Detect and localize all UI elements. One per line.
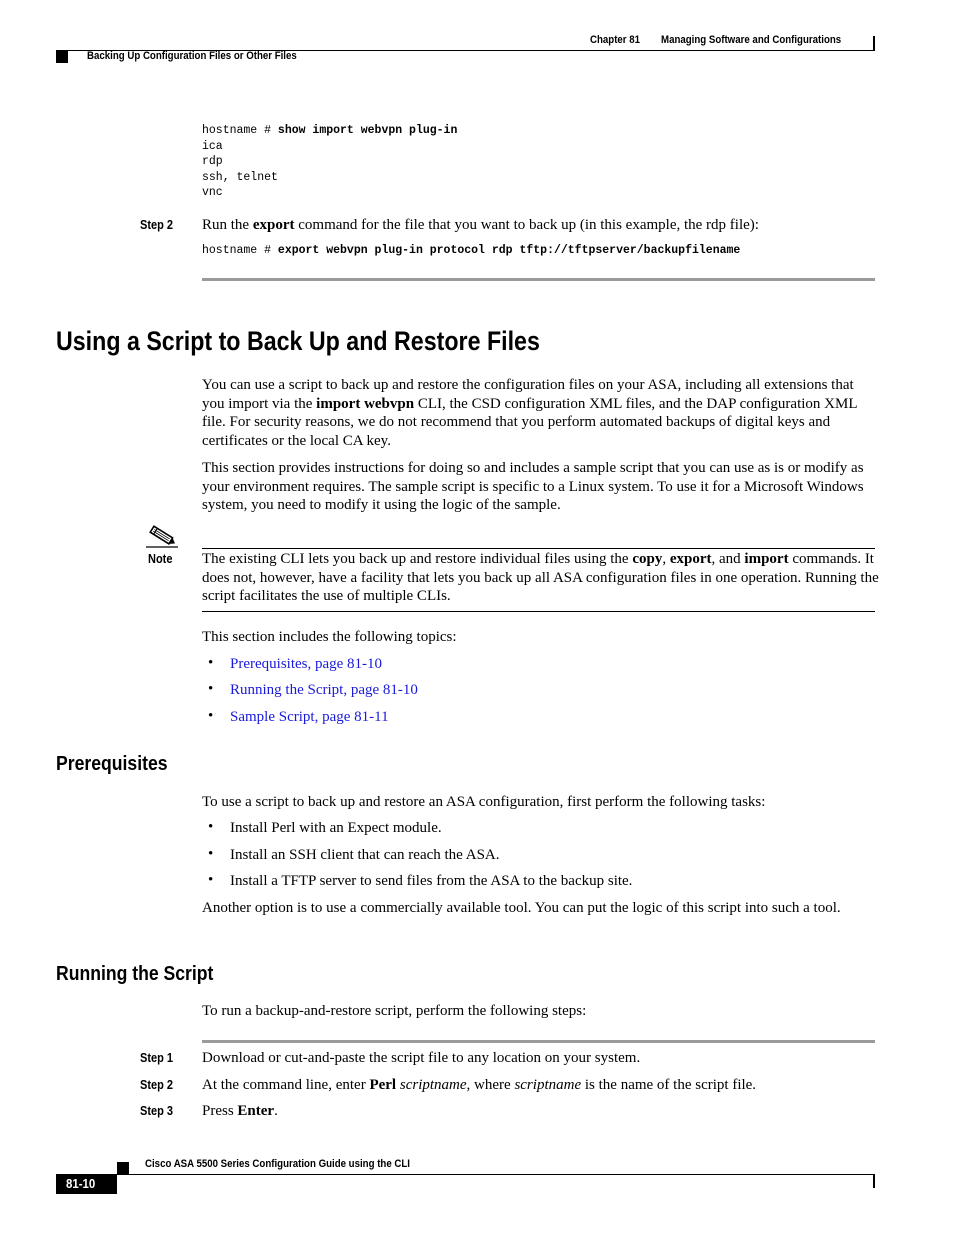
bullet: • <box>208 819 214 835</box>
link-prerequisites[interactable]: Prerequisites, page 81-10 <box>230 656 383 672</box>
note-label: Note <box>148 552 173 566</box>
procedure-end-rule <box>202 278 875 281</box>
topics-intro: This section includes the following topics: <box>202 629 457 645</box>
step-label: Step 1 <box>140 1051 174 1065</box>
footer-rule <box>56 1174 875 1175</box>
header-section: Backing Up Configuration Files or Other Files <box>87 50 297 62</box>
intro-paragraph-2: This section provides instructions for doing so and includes a sample script that you can use as is or modify as your environment requires. The sample script is specific to a Linux system. To use it for a Microsoft Windows system, you need to modify it using the logic of the sample. <box>202 460 864 514</box>
footer-square <box>117 1162 129 1174</box>
code-output-line: ssh, telnet <box>202 170 278 184</box>
code-output-line: rdp <box>202 155 223 168</box>
prerequisites-outro: Another option is to use a commercially available tool. You can put the logic of this script into such a tool. <box>202 900 841 916</box>
page-number: 81-10 <box>66 1176 96 1191</box>
running-intro: To run a backup-and-restore script, perform the following steps: <box>202 1003 587 1019</box>
header-chapter: Chapter 81 <box>590 34 641 46</box>
code-output-line: ica <box>202 139 223 153</box>
bullet: • <box>208 846 214 862</box>
step-label: Step 3 <box>140 1104 174 1118</box>
footer-right-tick <box>873 1174 875 1188</box>
step-label: Step 2 <box>140 218 174 232</box>
note-bottom-rule <box>202 611 875 612</box>
running-heading: Running the Script <box>56 963 214 985</box>
list-item: Install an SSH client that can reach the ASA. <box>230 847 500 863</box>
header-right-tick <box>873 36 875 50</box>
list-item: Install a TFTP server to send files from the ASA to the backup site. <box>230 873 633 889</box>
prerequisites-intro: To use a script to back up and restore an ASA configuration, first perform the following tasks: <box>202 794 766 810</box>
note-text: The existing CLI lets you back up and restore individual files using the copy, export, and import commands. It does not, however, have a facility that lets you back up all ASA configuration files in one operation. Running the script facilitates the use of multiple CLIs. <box>202 551 879 605</box>
code-block-1 <box>202 123 457 201</box>
bullet: • <box>208 681 214 697</box>
bullet: • <box>208 872 214 888</box>
bullet: • <box>208 655 214 671</box>
footer-title: Cisco ASA 5500 Series Configuration Guide using the CLI <box>145 1158 410 1170</box>
step-text: Run the export command for the file that you want to back up (in this example, the rdp file): <box>202 217 759 233</box>
note-top-rule <box>202 548 875 549</box>
list-item: Install Perl with an Expect module. <box>230 820 442 836</box>
header-chapter-title: Managing Software and Configurations <box>661 34 842 46</box>
code-output-line: vnc <box>202 186 223 199</box>
intro-paragraph-1: You can use a script to back up and restore the configuration files on your ASA, including all extensions that you import via the import webvpn CLI, the CSD configuration XML files, and the DAP configuration XML file. For security reasons, we do not recommend that you perform automated backups of digital keys and certificates or the local CA key. <box>202 377 857 450</box>
bullet: • <box>208 708 214 724</box>
link-running-the-script[interactable]: Running the Script, page 81-10 <box>230 682 418 698</box>
code-block-2: hostname # export webvpn plug-in protocol rdp tftp://tftpserver/backupfilename <box>202 244 741 257</box>
step-text: Download or cut-and-paste the script file to any location on your system. <box>202 1050 641 1066</box>
procedure-start-rule <box>202 1040 875 1043</box>
prerequisites-heading: Prerequisites <box>56 753 168 775</box>
step-text: At the command line, enter Perl scriptname, where scriptname is the name of the script file. <box>202 1077 757 1093</box>
code-command: show import webvpn plug-in <box>277 124 458 137</box>
step-text: Press Enter. <box>202 1103 278 1119</box>
link-sample-script[interactable]: Sample Script, page 81-11 <box>230 709 389 725</box>
pencil-note-icon <box>146 524 178 548</box>
code-prompt: hostname # <box>202 124 278 137</box>
header-square <box>56 51 68 63</box>
page-title: Using a Script to Back Up and Restore Files <box>56 326 540 356</box>
step-label: Step 2 <box>140 1078 174 1092</box>
